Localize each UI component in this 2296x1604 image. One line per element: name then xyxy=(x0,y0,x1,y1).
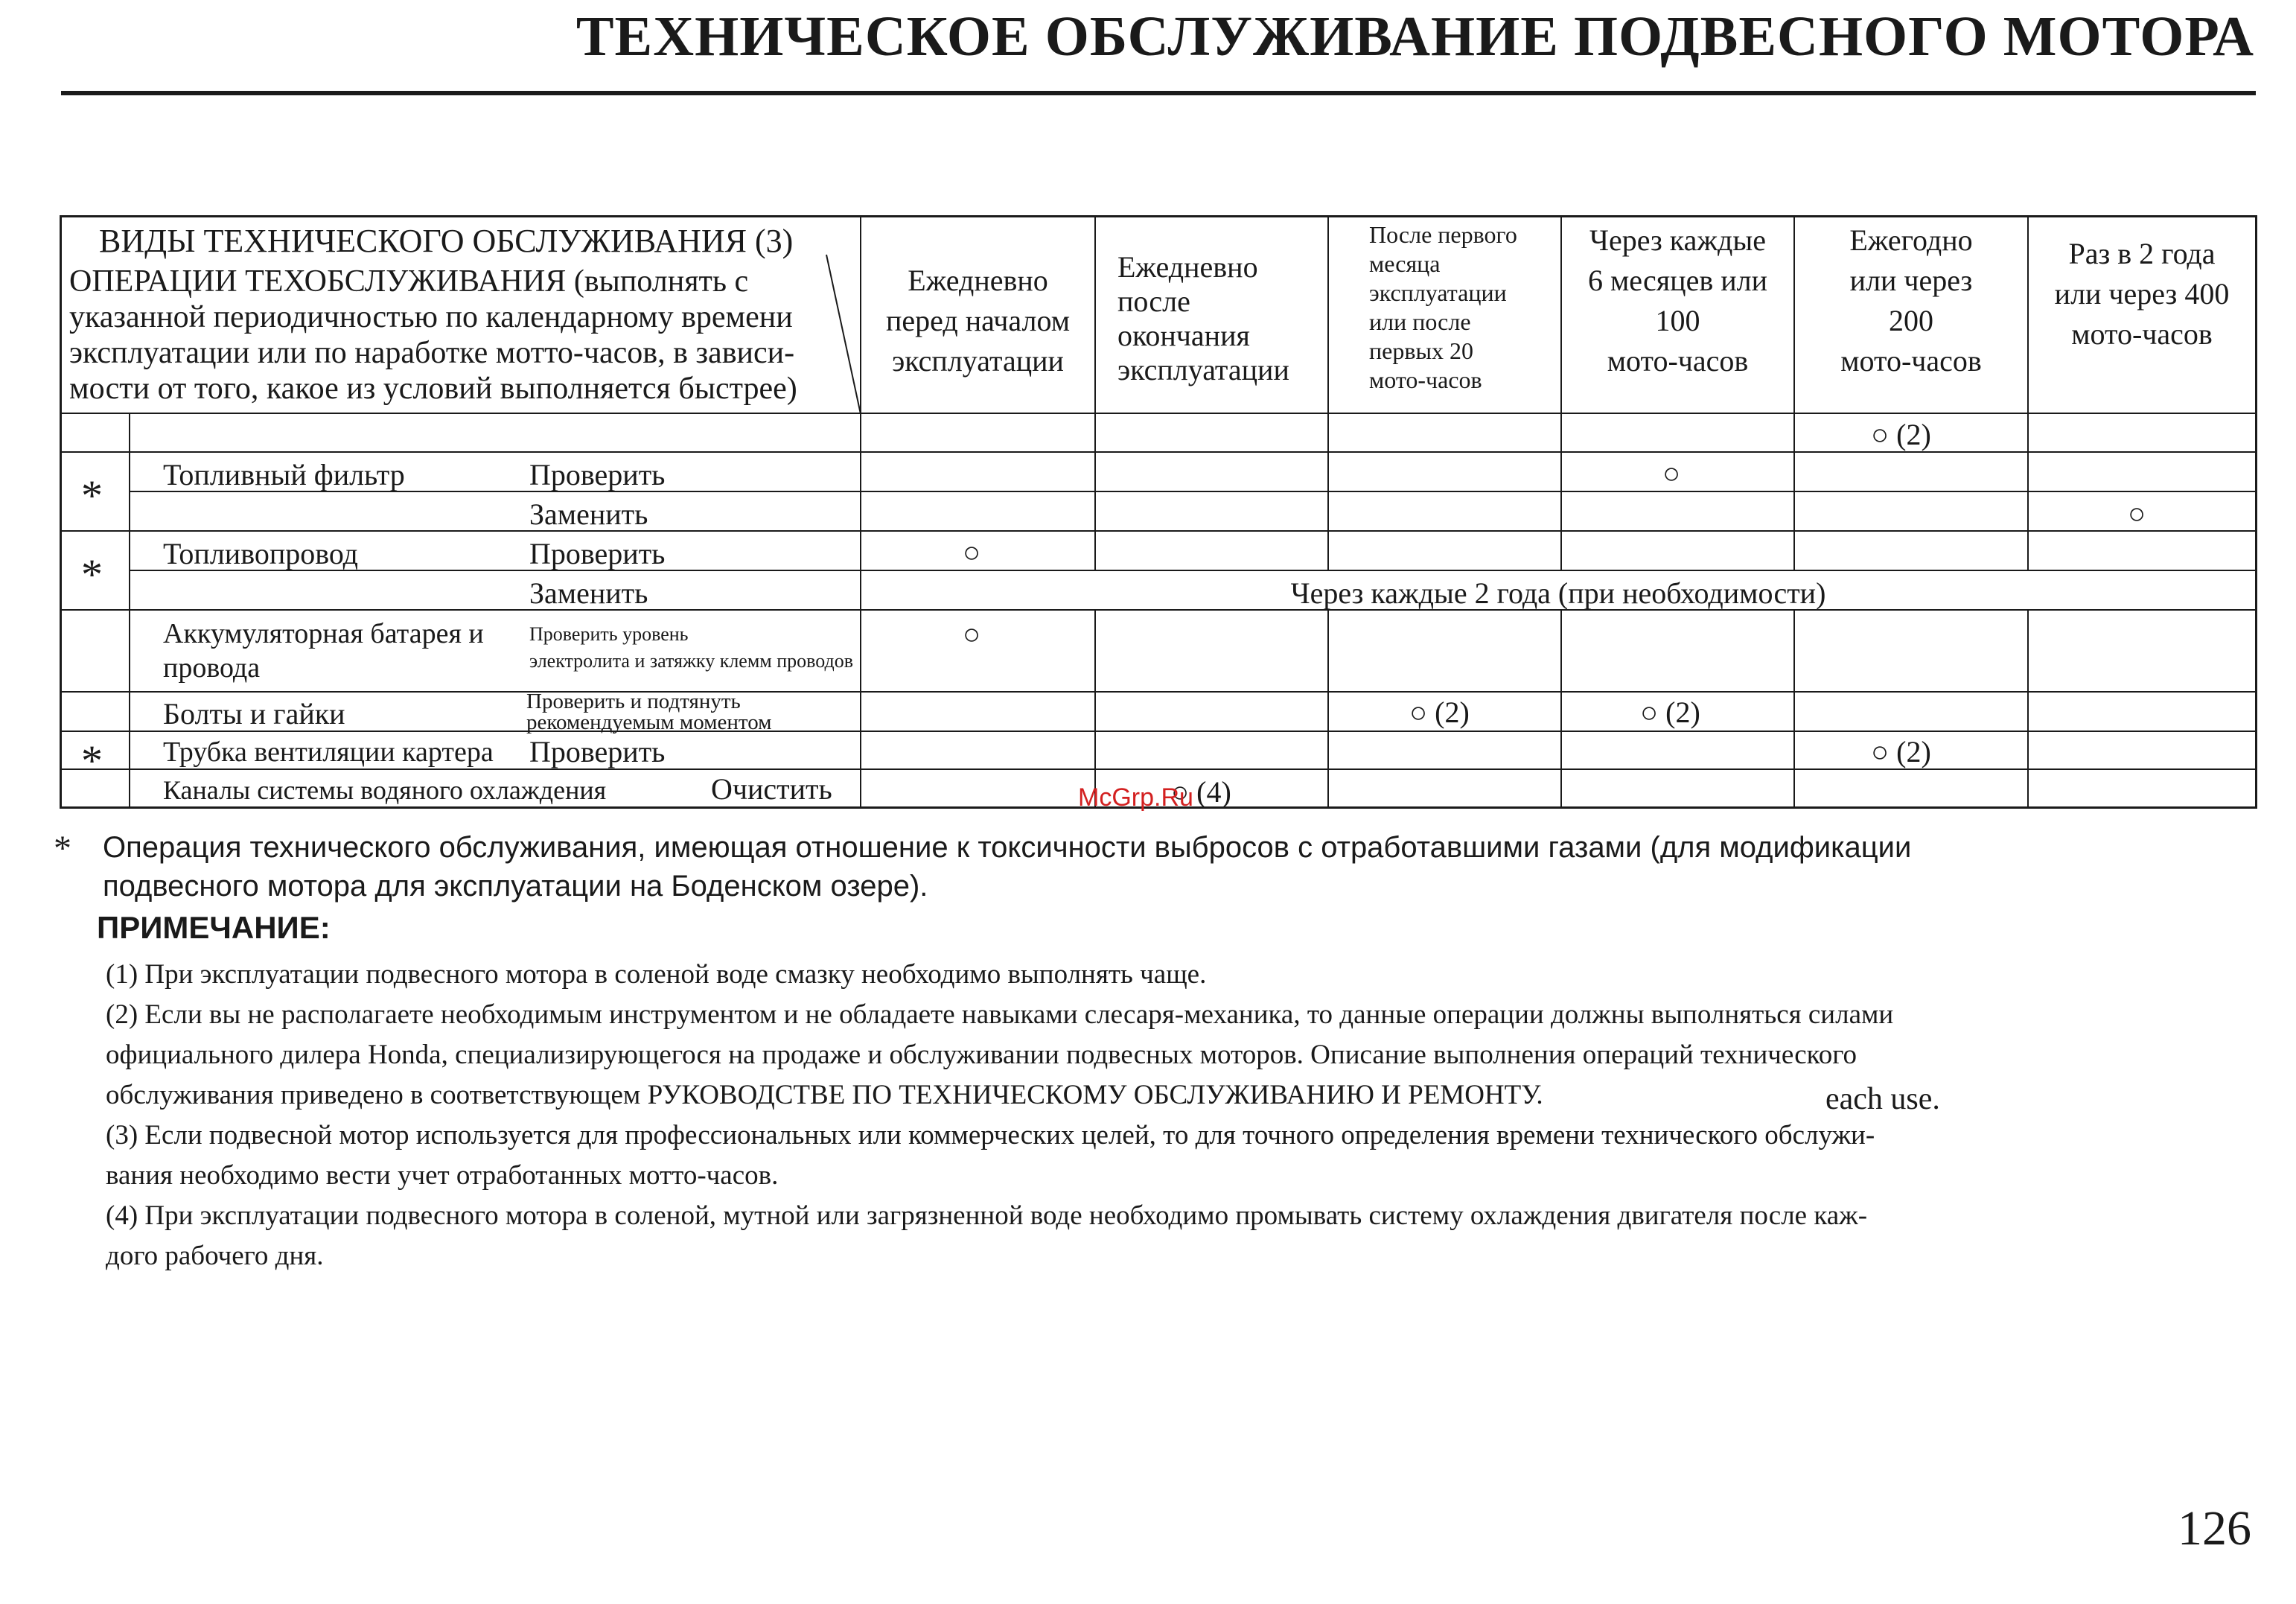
column-header-line: или через xyxy=(1849,264,1973,297)
column-header-line: 100 xyxy=(1655,304,1700,337)
page-number: 126 xyxy=(2178,1501,2251,1556)
column-header-line: или через 400 xyxy=(2054,277,2230,311)
column-header-line: 6 месяцев или xyxy=(1587,264,1768,297)
operation-bolts-line: Проверить и подтянуть xyxy=(526,690,741,713)
column-header-line: первых 20 xyxy=(1369,337,1473,364)
note-line: (3) Если подвесной мотор используется для профессиональных или коммерческих целей, то для точного определения времени технического обслужи- xyxy=(106,1120,1875,1151)
row-divider xyxy=(62,413,2255,414)
column-header-line: Ежедневно xyxy=(908,264,1048,297)
col-divider xyxy=(1094,609,1096,806)
page-title: ТЕХНИЧЕСКОЕ ОБСЛУЖИВАНИЕ ПОДВЕСНОГО МОТОРА xyxy=(575,5,2254,68)
table-cell-mark: ○ (2) xyxy=(1640,696,1700,729)
table-cell-mark: ○ xyxy=(2128,497,2146,530)
item-crankcase-breather: Трубка вентиляции картера xyxy=(163,736,494,768)
note-line: вания необходимо вести учет отработанных мотто-часов. xyxy=(106,1160,779,1191)
operation-battery xyxy=(529,621,853,675)
operation-replace: Заменить xyxy=(529,576,648,610)
col-divider xyxy=(129,413,130,808)
operation-battery-line: электролита и затяжку клемм проводов xyxy=(529,650,854,672)
column-header-first-month xyxy=(1369,220,1517,395)
operation-check: Проверить xyxy=(529,458,666,491)
emission-star: * xyxy=(81,471,103,520)
header-operations-line: указанной периодичностью по календарному времени xyxy=(69,300,793,334)
col-divider xyxy=(1327,217,1329,570)
header-maintenance-types: ВИДЫ ТЕХНИЧЕСКОГО ОБСЛУЖИВАНИЯ (3) xyxy=(99,223,794,259)
column-header-line: окончания xyxy=(1117,319,1250,352)
operation-check: Проверить xyxy=(529,735,666,768)
note-heading: ПРИМЕЧАНИЕ: xyxy=(97,910,331,945)
column-header-line: Раз в 2 года xyxy=(2068,237,2216,270)
column-header-line: перед началом xyxy=(885,304,1071,337)
column-header-line: 200 xyxy=(1889,304,1933,337)
operation-check: Проверить xyxy=(529,537,666,570)
col-divider xyxy=(1327,609,1329,806)
column-header-2-years xyxy=(2029,234,2255,354)
item-cooling-passages: Каналы системы водяного охлаждения xyxy=(163,775,607,805)
col-divider xyxy=(1793,609,1795,806)
column-header-line: мото-часов xyxy=(1607,344,1749,378)
column-header-line: Через каждые xyxy=(1589,223,1766,257)
column-header-line: мото-часов xyxy=(1369,366,1482,393)
column-header-daily-after xyxy=(1117,250,1289,387)
note-line: (4) При эксплуатации подвесного мотора в соленой, мутной или загрязненной воде необходимо промывать систему охлаждения двигателя после каж- xyxy=(106,1200,1868,1231)
row-divider xyxy=(62,530,2255,532)
table-cell-mark: ○ (4) xyxy=(1171,775,1231,809)
item-fuel-line: Топливопровод xyxy=(163,537,359,570)
column-header-yearly xyxy=(1795,220,2027,381)
item-bolts-nuts: Болты и гайки xyxy=(163,697,345,731)
column-header-line: эксплуатации xyxy=(1117,353,1289,386)
table-cell-mark: ○ xyxy=(963,617,981,651)
column-header-line: месяца xyxy=(1369,250,1441,277)
note-line: (1) При эксплуатации подвесного мотора в соленой воде смазку необходимо выполнять чаще. xyxy=(106,959,1207,990)
col-divider xyxy=(2027,609,2029,806)
col-divider xyxy=(1094,217,1096,570)
item-fuel-filter: Топливный фильтр xyxy=(163,458,405,491)
row-divider xyxy=(62,691,2255,693)
operation-bolts xyxy=(526,691,772,733)
footnote-star: * xyxy=(54,829,71,868)
note-line: официального дилера Honda, специализирующегося на продаже и обслуживании подвесных моторов. Описание выполнения операций технического xyxy=(106,1040,1857,1070)
header-operations-line: ОПЕРАЦИИ ТЕХОБСЛУЖИВАНИЯ (выполнять с xyxy=(69,264,749,299)
column-header-line: мото-часов xyxy=(2071,317,2213,351)
replace-every-2-years: Через каждые 2 года (при необходимости) xyxy=(1290,576,1826,610)
column-header-line: Ежегодно xyxy=(1849,223,1973,257)
column-header-line: После первого xyxy=(1369,221,1517,248)
column-header-line: Ежедневно xyxy=(1117,250,1258,284)
header-operations-line: мости от того, какое из условий выполняется быстрее) xyxy=(69,372,797,406)
column-header-daily-before xyxy=(861,261,1094,381)
footnote-line: Операция технического обслуживания, имеющая отношение к токсичности выбросов с отработавшими газами (для модификации xyxy=(103,831,1912,864)
note-line: (2) Если вы не располагаете необходимым инструментом и не обладаете навыками слесаря-механика, то данные операции должны выполняться силами xyxy=(106,999,1894,1030)
row-divider xyxy=(129,491,2255,492)
column-header-line: эксплуатации xyxy=(1369,279,1507,306)
column-header-line: мото-часов xyxy=(1840,344,1982,378)
operation-replace: Заменить xyxy=(529,497,648,531)
watermark: McGrp.Ru xyxy=(1078,783,1193,812)
table-cell-mark: ○ (2) xyxy=(1409,696,1470,729)
header-operations xyxy=(69,264,797,407)
operation-bolts-line: рекомендуемым моментом xyxy=(526,710,772,734)
item-battery-line: Аккумуляторная батарея и xyxy=(163,618,484,649)
header-operations-line: эксплуатации или по наработке мотто-часов, в зависи- xyxy=(69,336,795,370)
operation-clean: Очистить xyxy=(711,772,832,806)
column-header-6-months xyxy=(1562,220,1793,381)
title-rule xyxy=(61,91,2256,95)
note-line: дого рабочего дня. xyxy=(106,1241,324,1271)
note-line: обслуживания приведено в соответствующем РУКОВОДСТВЕ ПО ТЕХНИЧЕСКОМУ ОБСЛУЖИВАНИЮ И РЕМОНТУ. xyxy=(106,1080,1543,1110)
footnote-line: подвесного мотора для эксплуатации на Боденском озере). xyxy=(103,870,928,903)
table-cell-mark: ○ (2) xyxy=(1871,735,1931,768)
item-battery xyxy=(163,617,484,685)
emission-star: * xyxy=(81,550,103,599)
column-header-line: после xyxy=(1117,284,1190,318)
row-divider xyxy=(129,570,2255,571)
table-cell-mark: ○ (2) xyxy=(1871,418,1931,451)
operation-battery-line: Проверить уровень xyxy=(529,623,689,645)
table-cell-mark: ○ xyxy=(963,535,981,569)
item-battery-line: провода xyxy=(163,652,261,684)
row-divider xyxy=(62,731,2255,732)
column-header-line: или после xyxy=(1369,308,1471,335)
emission-star: * xyxy=(81,736,103,785)
table-cell-mark: ○ xyxy=(1662,456,1681,490)
maintenance-table xyxy=(60,215,2257,809)
column-header-line: эксплуатации xyxy=(892,344,1064,378)
overlay-text: each use. xyxy=(1825,1082,1940,1116)
col-divider xyxy=(1560,609,1562,806)
